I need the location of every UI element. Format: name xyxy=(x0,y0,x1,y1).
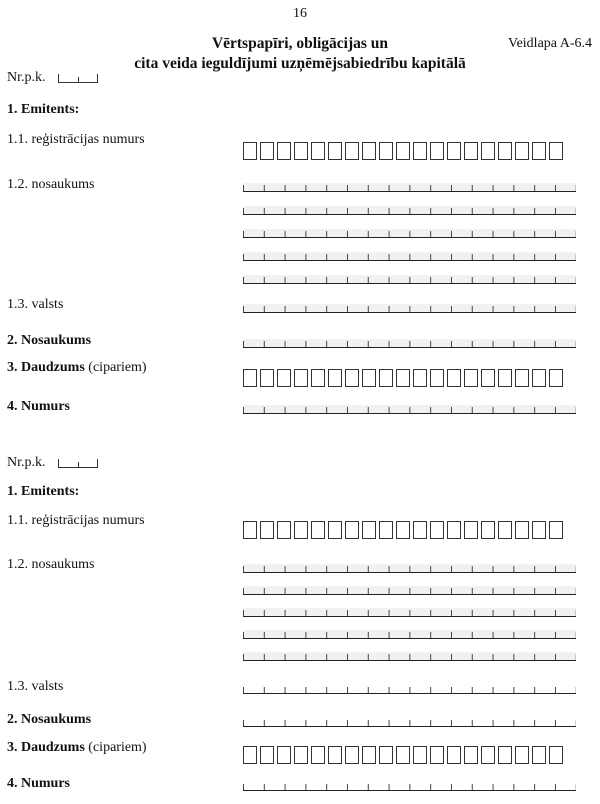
name-line-4[interactable] xyxy=(243,252,576,261)
number-field-2[interactable] xyxy=(243,782,576,791)
form-title xyxy=(60,34,540,74)
country-field[interactable] xyxy=(243,304,576,313)
name-line-2-3[interactable] xyxy=(243,608,576,617)
nosaukums-field-2[interactable] xyxy=(243,718,576,727)
name-line-2-2[interactable] xyxy=(243,586,576,595)
page-number: 16 xyxy=(293,6,307,21)
name-line-2-5[interactable] xyxy=(243,652,576,661)
number-label-2: 4. Numurs xyxy=(7,776,71,791)
country-field-2[interactable] xyxy=(243,685,576,694)
name-line-2-4[interactable] xyxy=(243,630,576,639)
quantity-boxes-2[interactable] xyxy=(243,746,566,764)
nosaukums-label: 2. Nosaukums xyxy=(7,333,92,348)
nrpk-field[interactable] xyxy=(58,74,98,83)
quantity-label: 3. Daudzums (cipariem) xyxy=(7,360,147,375)
reg-number-label-2: 1.1. reģistrācijas numurs xyxy=(7,513,145,528)
reg-number-label: 1.1. reģistrācijas numurs xyxy=(7,132,145,147)
reg-number-boxes-2[interactable] xyxy=(243,521,566,539)
name-line-2[interactable] xyxy=(243,206,576,215)
name-line-5[interactable] xyxy=(243,275,576,284)
emitent-heading-2: 1. Emitents: xyxy=(7,484,80,499)
nrpk-label: Nr.p.k. xyxy=(7,70,46,85)
name-line-1[interactable] xyxy=(243,183,576,192)
reg-number-boxes[interactable] xyxy=(243,142,566,160)
quantity-boxes[interactable] xyxy=(243,369,566,387)
name-label-2: 1.2. nosaukums xyxy=(7,557,95,572)
nrpk-row-2 xyxy=(7,455,98,471)
emitent-heading: 1. Emitents: xyxy=(7,102,80,117)
country-label: 1.3. valsts xyxy=(7,297,64,312)
number-label: 4. Numurs xyxy=(7,399,71,414)
nosaukums-field[interactable] xyxy=(243,339,576,348)
name-line-2-1[interactable] xyxy=(243,564,576,573)
nrpk-field-2[interactable] xyxy=(58,459,98,468)
quantity-label-2: 3. Daudzums (cipariem) xyxy=(7,740,147,755)
name-line-3[interactable] xyxy=(243,229,576,238)
nrpk-label-2: Nr.p.k. xyxy=(7,455,46,470)
title-line-2: cita veida ieguldījumi uzņēmējsabiedrību kapitālā xyxy=(134,55,466,72)
number-field[interactable] xyxy=(243,405,576,414)
country-label-2: 1.3. valsts xyxy=(7,679,64,694)
form-code: Veidlapa A-6.4 xyxy=(508,36,592,51)
nosaukums-label-2: 2. Nosaukums xyxy=(7,712,92,727)
name-label: 1.2. nosaukums xyxy=(7,177,95,192)
title-line-1: Vērtspapīri, obligācijas un xyxy=(211,35,389,52)
nrpk-row xyxy=(7,70,98,86)
